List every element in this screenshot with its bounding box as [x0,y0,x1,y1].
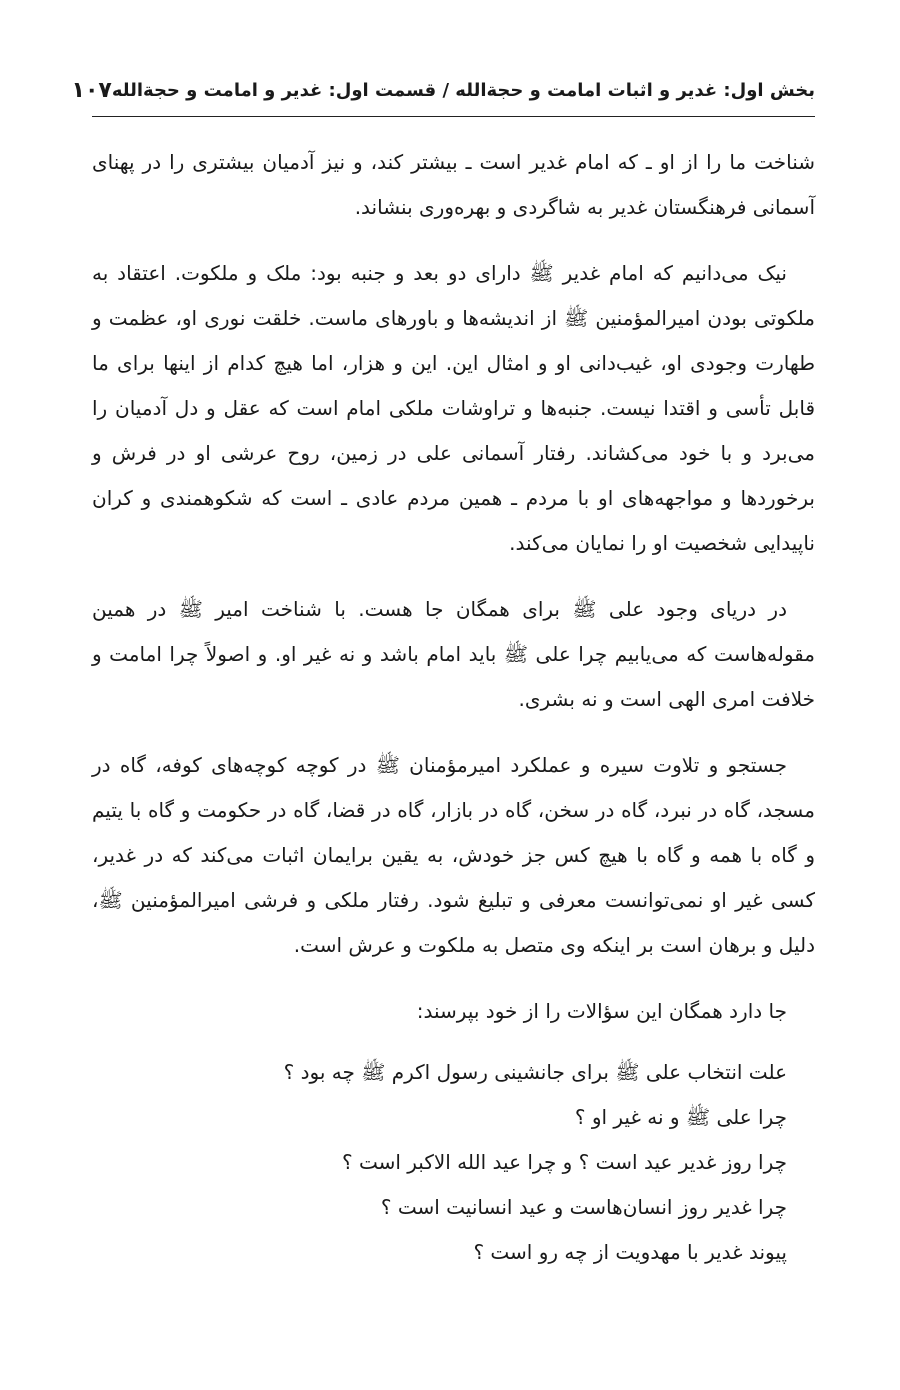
question-item: علت انتخاب علی ﷺ برای جانشینی رسول اکرم ﷺ چه بود ؟ [283,1060,787,1084]
header-rule [92,116,815,117]
question-intro: جا دارد همگان این سؤالات را از خود بپرسند: [416,999,787,1023]
paragraph: جستجو و تلاوت سیره و عملکرد امیرمؤمنان ﷺ در کوچه کوچه‌های کوفه، گاه در مسجد، گاه در نبرد، گاه در سخن، گاه در بازار، گاه در قضا، گاه در حکومت و گاه با یتیم و گاه با همه و گاه با هیچ کس جز خودش، به یقین برایمان اثبات می‌کند که در غدیر، کسی غیر او نمی‌توانست معرفی و تبلیغ شود. رفتار ملکی و فرشی امیرالمؤمنین ﷺ، دلیل و برهان است بر اینکه وی متصل به ملکوت و عرش است. [92,753,815,957]
question-list [92,1050,815,1275]
question-item: پیوند غدیر با مهدویت از چه رو است ؟ [473,1240,787,1264]
paragraph: شناخت ما را از او ـ که امام غدیر است ـ بیشتر کند، و نیز آدمیان بیشتری را در پهنای آسمانی فرهنگستان غدیر به شاگردی و بهره‌وری بنشاند. [92,150,815,219]
running-header [71,66,815,106]
paragraph: در دریای وجود علی ﷺ برای همگان جا هست. با شناخت امیر ﷺ در همین مقوله‌هاست که می‌یابیم چرا علی ﷺ باید امام باشد و نه غیر او. و اصولاً چرا امامت و خلافت امری الهی است و نه بشری. [92,597,815,711]
question-item: چرا علی ﷺ و نه غیر او ؟ [574,1105,787,1129]
page-number: ۱۰۷ [71,78,112,103]
body-text [92,140,815,1275]
book-page [71,0,815,1390]
question-item: چرا غدیر روز انسان‌هاست و عید انسانیت است ؟ [380,1195,787,1219]
running-title: بخش اول: غدیر و اثبات امامت و حجةالله / قسمت اول: غدیر و امامت و حجةالله [111,80,815,101]
paragraph: نیک می‌دانیم که امام غدیر ﷺ دارای دو بعد و جنبه بود: ملک و ملکوت. اعتقاد به ملکوتی بودن امیرالمؤمنین ﷺ از اندیشه‌ها و باورهای ماست. خلقت نوری او، عظمت و طهارت وجودی او، غیب‌دانی او و امثال این. این و هزار، اما هیچ کدام از اینها برای ما قابل تأسی و اقتدا نیست. جنبه‌ها و تراوشات ملکی امام است که عقل و دل آدمیان را می‌برد و با خود می‌کشاند. رفتار آسمانی علی در زمین، روح عرشی او در فرش و برخوردها و مواجهه‌های او با مردم ـ همین مردم عادی ـ است که شکوهمندی و کران ناپیدایی شخصیت او را نمایان می‌کند. [92,261,815,555]
question-item: چرا روز غدیر عید است ؟ و چرا عید الله الاکبر است ؟ [341,1150,787,1174]
